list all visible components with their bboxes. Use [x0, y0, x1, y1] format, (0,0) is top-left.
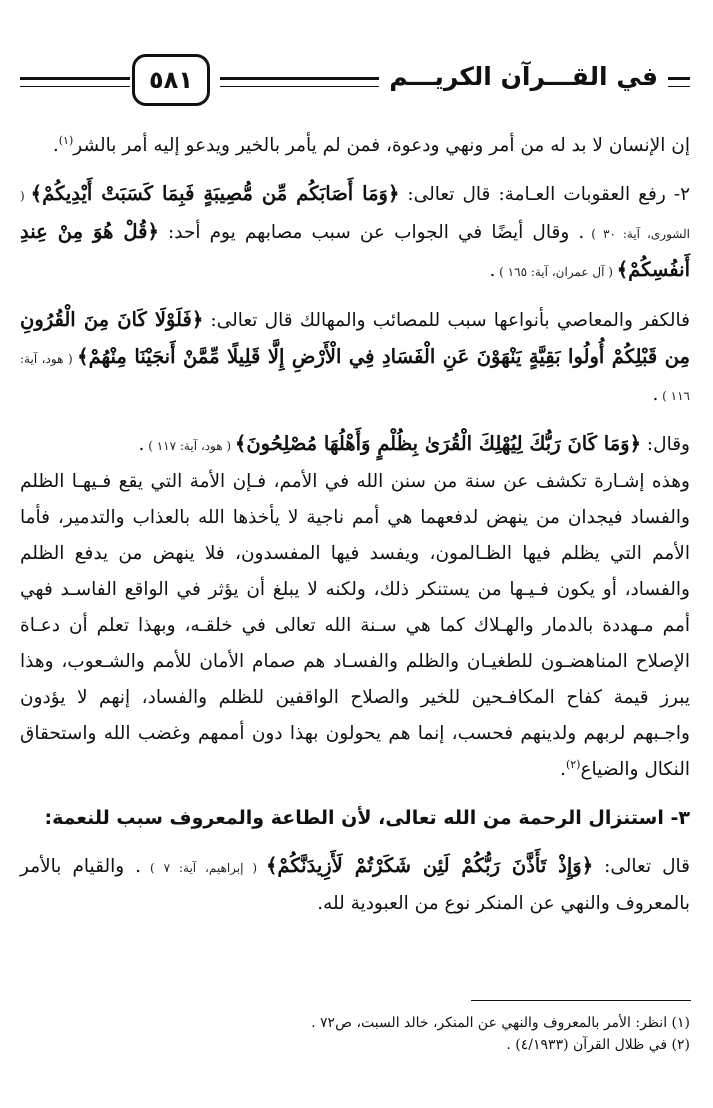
- paragraph-5: [20, 464, 690, 788]
- intro-text: إن الإنسان لا بد له من أمر ونهي ودعوة، فمن لم يأمر بالخير ويدعو إليه أمر بالشر: [73, 135, 690, 156]
- ref-ibrahim: ( إبراهيم، آية: ٧ ): [141, 861, 266, 875]
- ref-shura: ( الشورى، آية: ٣٠ ): [20, 189, 690, 241]
- p4-end: .: [138, 434, 145, 455]
- p2-end: .: [489, 260, 496, 281]
- ref-imran: ( آل عمران، آية: ١٦٥ ): [495, 265, 617, 279]
- footnotes: [20, 1012, 690, 1056]
- page-number: ٥٨١: [149, 66, 193, 94]
- page-number-frame: [132, 54, 210, 106]
- p5-text: وهذه إشـارة تكشف عن سنة من سنن الله في الأمم، فـإن الأمة التي يقع فـيهـا الظلم والفساد فيجدان من ينهض لدفعهما هي أمم ناجية لا يأخذها الله بالعذاب والتدمير، فأما الأمم التي يظلم فيها الظـالمون، ويفسد فيها المفسدون، فلا ينهض من يدفع الظلم والفساد، أو يكون فـيـها من يستنكر ذلك، ولكنه لا يبلغ أن يؤثر في الواقع الفاسـد فهي أمم مـهددة بالدمار والهـلاك كما هي سـنة الله تعالى في خلقـه، وبهذا تعلم أن دعـاة الإصلاح المناهضـون للطغيـان والظلم والفسـاد هم صمام الأمان للأمم والشـعوب، وهذا يبرز قيمة كفاح المكافـحين للخير والصلاح الواقفين للظلم والفساد، إنهم لا يؤدون واجـبهم لربهم ولدينهم فحسب، إنما هم يحولون بهذا دون أممهم وغضب الله واستحقاق النكال والضياع: [20, 471, 690, 780]
- quran-quote-hud-116: ﴿فَلَوْلَا كَانَ مِنَ الْقُرُونِ مِن قَبْلِكُمْ أُولُوا بَقِيَّةٍ يَنْهَوْنَ عَنِ الْفَسَادِ فِي الْأَرْضِ إِلَّا قَلِيلًا مِّمَّنْ أَنجَيْنَا مِنْهُمْ﴾: [20, 308, 690, 368]
- footnote-divider: [471, 1000, 691, 1001]
- footnote-1: (١) انظر: الأمر بالمعروف والنهي عن المنكر، خالد السبت، ص٧٢ .: [311, 1015, 690, 1031]
- p2-mid: . وقال أيضًا في الجواب عن سبب مصابهم يوم أحد:: [158, 222, 585, 243]
- paragraph-3: [20, 302, 690, 414]
- paragraph-4: [20, 426, 690, 464]
- ref-hud-117: ( هود، آية: ١١٧ ): [144, 439, 235, 453]
- paragraph-2: [20, 176, 690, 290]
- p2-lead: ٢- رفع العقوبات العـامة: قال تعالى:: [399, 184, 691, 205]
- quran-quote-shura: ﴿وَمَا أَصَابَكُم مِّن مُّصِيبَةٍ فَبِمَا كَسَبَتْ أَيْدِيكُمْ﴾: [30, 182, 400, 205]
- quran-quote-imran: ﴿قُلْ هُوَ مِنْ عِندِ أَنفُسِكُمْ﴾: [20, 220, 690, 281]
- p3-lead: فالكفر والمعاصي بأنواعها سبب للمصائب والمهالك قال تعالى:: [203, 310, 690, 331]
- page-body: [20, 128, 690, 922]
- intro-end: .: [52, 135, 59, 156]
- p4-lead: وقال:: [641, 434, 690, 455]
- paragraph-intro: [20, 128, 690, 164]
- ref-hud-116: ( هود، آية: ١١٦ ): [20, 352, 690, 403]
- p3-end: .: [652, 384, 659, 405]
- paragraph-6: [20, 848, 690, 922]
- footnote-2: (٢) في ظلال القرآن (٤/١٩٣٣) .: [506, 1037, 690, 1053]
- book-title: في القـــرآن الكريـــم: [379, 62, 668, 91]
- section-heading-3: ٣- استنزال الرحمة من الله تعالى، لأن الطاعة والمعروف سبب للنعمة:: [44, 807, 690, 829]
- header-rule-left-bottom: [20, 86, 130, 87]
- quran-quote-ibrahim: ﴿وَإِذْ تَأَذَّنَ رَبُّكُمْ لَئِن شَكَرْتُمْ لَأَزِيدَنَّكُمْ﴾: [266, 854, 594, 877]
- footnote-ref-2: (٢): [565, 757, 581, 771]
- p6-end: . والقيام بالأمر بالمعروف والنهي عن المنكر نوع من العبودية لله.: [20, 856, 690, 914]
- quran-quote-hud-117: ﴿وَمَا كَانَ رَبُّكَ لِيُهْلِكَ الْقُرَىٰ بِظُلْمٍ وَأَهْلُهَا مُصْلِحُونَ﴾: [234, 432, 642, 455]
- p6-lead: قال تعالى:: [593, 856, 691, 877]
- footnote-ref-1: (١): [58, 133, 74, 147]
- page-header: [20, 40, 690, 125]
- header-rule-left-top: [20, 77, 130, 80]
- p5-end: .: [560, 759, 566, 780]
